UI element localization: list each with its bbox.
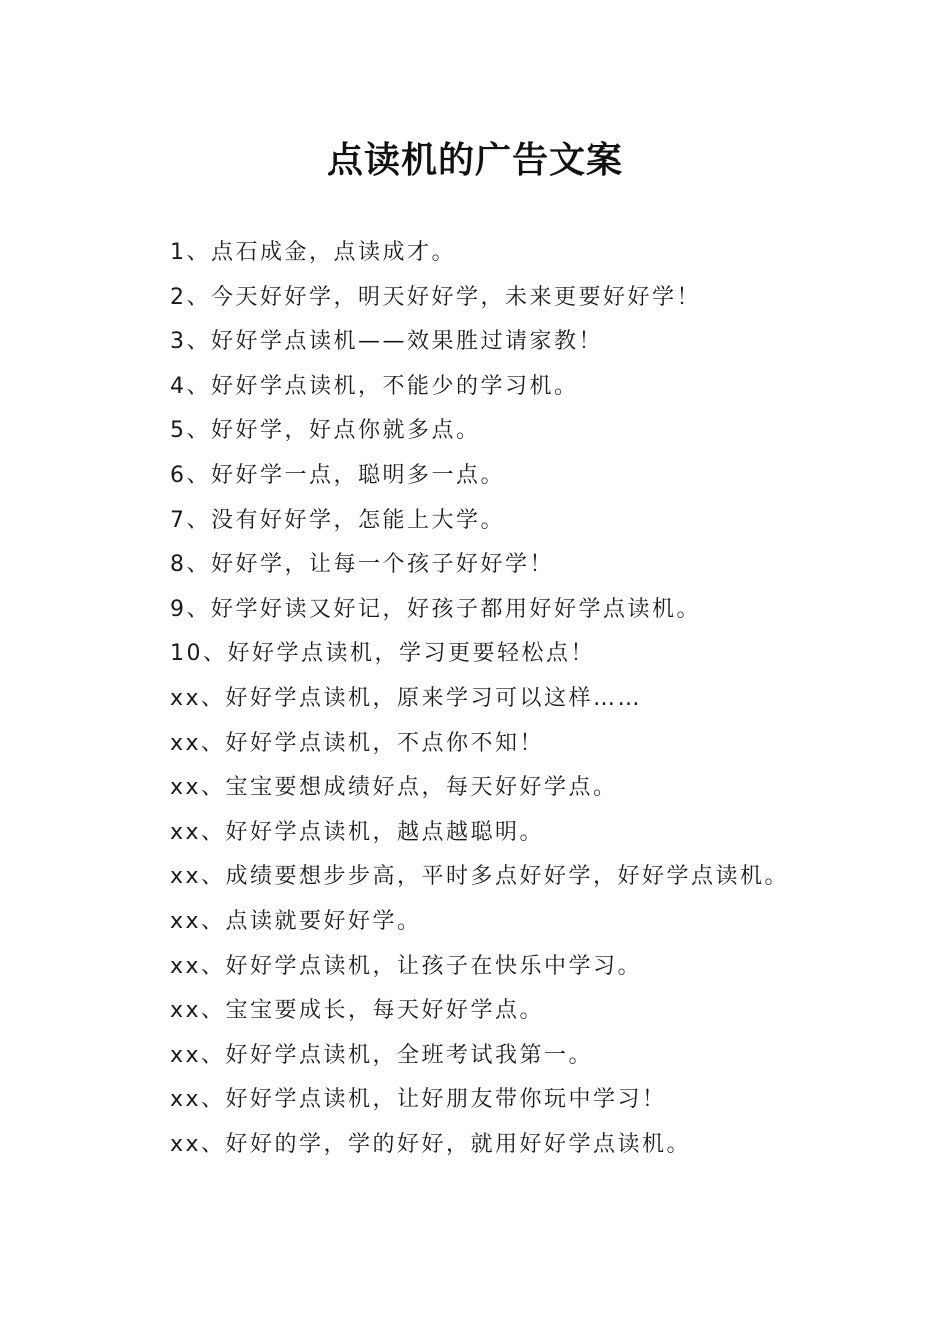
list-item: 2、今天好好学，明天好好学，未来更要好好学！ — [170, 284, 701, 310]
list-item: 1、点石成金，点读成才。 — [170, 240, 456, 265]
list-item: 7、没有好好学，怎能上大学。 — [170, 507, 505, 533]
document-title: 点读机的广告文案 — [326, 139, 623, 181]
list-item: xx、好好的学，学的好好，就用好好学点读机。 — [170, 1131, 692, 1157]
list-item: 9、好学好读又好记，好孩子都用好好学点读机。 — [170, 596, 701, 622]
list-item: xx、好好学点读机，让孩子在快乐中学习。 — [170, 953, 643, 979]
list-item: 4、好好学点读机，不能少的学习机。 — [170, 373, 579, 399]
list-item: 3、好好学点读机——效果胜过请家教！ — [170, 329, 603, 355]
list-item: xx、好好学点读机，越点越聪明。 — [170, 819, 545, 845]
list-item: 10、好好学点读机，学习更要轻松点！ — [170, 641, 595, 667]
list-item: xx、宝宝要想成绩好点，每天好好学点。 — [170, 775, 618, 801]
list-item: xx、好好学点读机，不点你不知！ — [170, 730, 545, 756]
list-item: xx、成绩要想步步高，平时多点好好学，好好学点读机。 — [170, 864, 790, 890]
list-item: 5、好好学，好点你就多点。 — [170, 418, 481, 444]
list-item: 8、好好学，让每一个孩子好好学！ — [170, 552, 554, 578]
list-item: xx、宝宝要成长，每天好好学点。 — [170, 998, 545, 1024]
list-item: xx、点读就要好好学。 — [170, 908, 422, 934]
list-item: 6、好好学一点，聪明多一点。 — [170, 462, 505, 488]
slogan-list — [170, 231, 910, 1167]
list-item: xx、好好学点读机，让好朋友带你玩中学习！ — [170, 1087, 667, 1113]
list-item: xx、好好学点读机，原来学习可以这样…… — [170, 685, 643, 711]
list-item: xx、好好学点读机，全班考试我第一。 — [170, 1042, 594, 1068]
